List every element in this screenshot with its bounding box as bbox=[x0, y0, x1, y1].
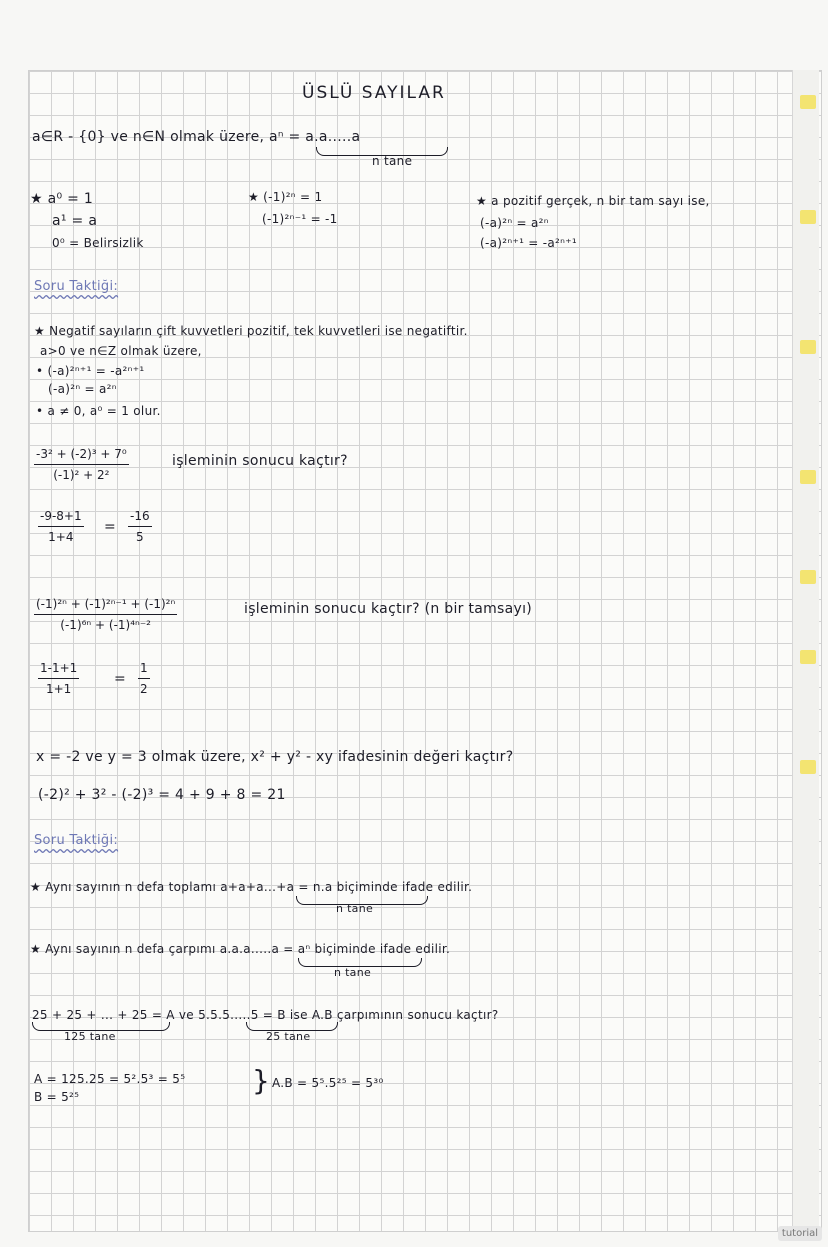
q2-solution bbox=[38, 660, 79, 697]
q1-sol-num: -9-8+1 bbox=[38, 508, 84, 527]
q2-text: işleminin sonucu kaçtır? (n bir tamsayı) bbox=[244, 601, 533, 617]
tactic-heading: Soru Taktiği: bbox=[34, 279, 119, 294]
q2-sol-den: 1+1 bbox=[45, 682, 72, 696]
tactic2-line-1: ★ Aynı sayının n defa toplamı a+a+a...+a = n.a biçiminde ifade edilir. bbox=[30, 880, 473, 894]
q1-ans-den: 5 bbox=[135, 530, 144, 544]
rule-mid-1: ★ (-1)²ⁿ = 1 bbox=[248, 190, 323, 204]
q1-numerator: -3² + (-2)³ + 7⁰ bbox=[34, 446, 129, 465]
brace-symbol: } bbox=[252, 1064, 271, 1097]
rule-right-1: ★ a pozitif gerçek, n bir tam sayı ise, bbox=[476, 194, 710, 208]
rule-right-3: (-a)²ⁿ⁺¹ = -a²ⁿ⁺¹ bbox=[480, 236, 577, 250]
q2-fraction bbox=[34, 596, 177, 633]
tactic2-under-1: n tane bbox=[336, 902, 374, 915]
tactic1-line-3: • (-a)²ⁿ⁺¹ = -a²ⁿ⁺¹ bbox=[36, 364, 145, 378]
q1-text: işleminin sonucu kaçtır? bbox=[172, 453, 348, 469]
tactic1-line-4: (-a)²ⁿ = a²ⁿ bbox=[48, 382, 117, 396]
q1-fraction bbox=[34, 446, 129, 483]
q1-answer bbox=[128, 508, 152, 545]
q4-under-1: 125 tane bbox=[64, 1030, 116, 1043]
q1-denominator: (-1)² + 2² bbox=[53, 468, 110, 482]
q2-numerator: (-1)²ⁿ + (-1)²ⁿ⁻¹ + (-1)²ⁿ bbox=[34, 596, 177, 615]
q4-solution-b: B = 5²⁵ bbox=[34, 1090, 80, 1104]
highlight-marker bbox=[800, 650, 816, 664]
highlight-marker bbox=[800, 570, 816, 584]
tactic2-under-2: n tane bbox=[334, 966, 372, 979]
highlight-marker bbox=[800, 95, 816, 109]
q3-solution: (-2)² + 3² - (-2)³ = 4 + 9 + 8 = 21 bbox=[38, 787, 286, 803]
q2-ans-num: 1 bbox=[138, 660, 150, 679]
tactic2-line-2: ★ Aynı sayının n defa çarpımı a.a.a.....a = aⁿ biçiminde ifade edilir. bbox=[30, 942, 451, 956]
highlight-marker bbox=[800, 760, 816, 774]
q2-denominator: (-1)⁶ⁿ + (-1)⁴ⁿ⁻² bbox=[60, 618, 151, 632]
q4-solution-a: A = 125.25 = 5².5³ = 5⁵ bbox=[34, 1072, 186, 1086]
definition-under: n tane bbox=[372, 154, 413, 168]
grid-paper bbox=[28, 70, 822, 1232]
q1-ans-num: -16 bbox=[128, 508, 152, 527]
tactic1-line-5: • a ≠ 0, a⁰ = 1 olur. bbox=[36, 404, 161, 418]
q2-ans-den: 2 bbox=[140, 682, 148, 696]
rule-left-2: a¹ = a bbox=[52, 213, 98, 229]
q2-sol-num: 1-1+1 bbox=[38, 660, 79, 679]
q4-under-2: 25 tane bbox=[266, 1030, 311, 1043]
q1-sol-den: 1+4 bbox=[48, 530, 74, 544]
highlight-marker bbox=[800, 210, 816, 224]
q1-solution bbox=[38, 508, 84, 545]
rule-left-1: ★ a⁰ = 1 bbox=[30, 191, 94, 207]
q3-text: x = -2 ve y = 3 olmak üzere, x² + y² - xy ifadesinin değeri kaçtır? bbox=[36, 749, 514, 765]
definition-text: a∈R - {0} ve n∈N olmak üzere, aⁿ = a.a.....a bbox=[32, 129, 361, 145]
q4-text: 25 + 25 + ... + 25 = A ve 5.5.5.....5 = B ise A.B çarpımının sonucu kaçtır? bbox=[32, 1008, 499, 1022]
tactic1-line-2: a>0 ve n∈Z olmak üzere, bbox=[40, 344, 202, 358]
q4-result: A.B = 5⁵.5²⁵ = 5³⁰ bbox=[272, 1076, 384, 1090]
highlight-marker bbox=[800, 340, 816, 354]
page-title: ÜSLÜ SAYILAR bbox=[302, 83, 446, 103]
watermark: tutorial bbox=[778, 1226, 822, 1241]
rule-mid-2: (-1)²ⁿ⁻¹ = -1 bbox=[262, 212, 338, 226]
tactic1-line-1: ★ Negatif sayıların çift kuvvetleri pozitif, tek kuvvetleri ise negatiftir. bbox=[34, 324, 468, 338]
q2-answer bbox=[138, 660, 150, 697]
rule-right-2: (-a)²ⁿ = a²ⁿ bbox=[480, 216, 549, 230]
rule-left-3: 0⁰ = Belirsizlik bbox=[52, 236, 144, 250]
tactic2-heading: Soru Taktiği: bbox=[34, 833, 119, 848]
highlight-marker bbox=[800, 470, 816, 484]
q1-equals: = bbox=[104, 519, 117, 535]
q2-equals: = bbox=[114, 671, 127, 687]
